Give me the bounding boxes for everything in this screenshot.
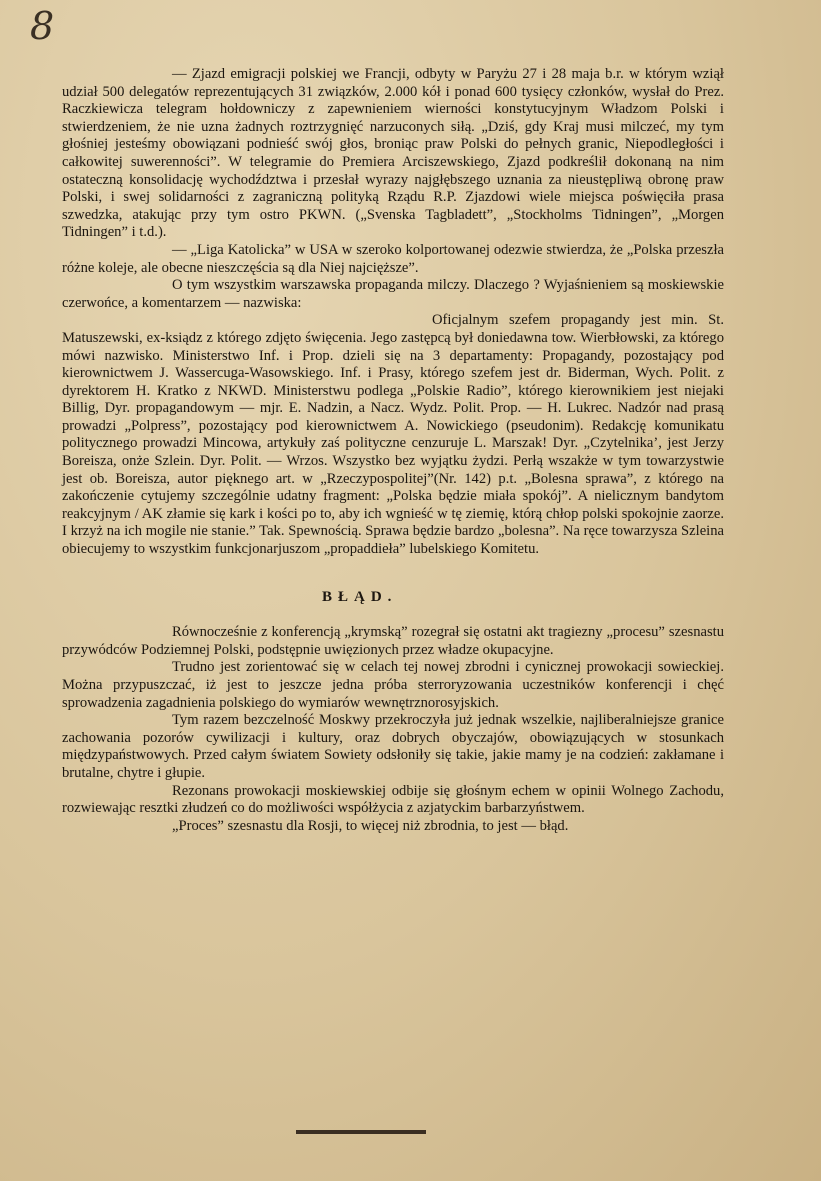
article2-paragraph-5: „Proces” szesnastu dla Rosji, to więcej niż zbrodnia, to jest — błąd. (172, 817, 569, 834)
article2-heading: BŁĄD. (322, 588, 398, 605)
article1-paragraph-1: — Zjazd emigracji polskiej we Francji, odbyty w Paryżu 27 i 28 maja b.r. w którym wziął udział 500 delegatów reprezentujących 31 związków, 2.000 kół i ponad 600 tysięcy członków, wysłał do Prez. Raczkiewicza telegram hołdowniczy z zapewnieniem wierności konstytucyjnym Władzom Polski i stwierdzeniem, że nie uzna żadnych roztrzygnięć narzuconych siłą. „Dziś, gdy Kraj musi milczeć, my tym głośniej jesteśmy obowiązani podnieść swój głos, broniąc praw Polski do pełnych granic, Niepodległości i całkowitej suwerenności”. W telegramie do Premiera Arciszewskiego, Zjazd podkreślił dokonaną na nim ostateczną konsolidację wychodźdztwa i przesłał wyrazy najgłębszego uznania za nieustępliwą obronę praw Polski, i swej solidarności z zagraniczną polityką Rządu R.P. Zjazdowi wiele miejsca poświęciła prasa szwedzka, atakując przy tym ostro PKWN. („Svenska Tagbladett”, „Stockholms Tidningen”, „Morgen Tidningen” i t.d.). (62, 66, 724, 241)
article1-paragraph-2: — „Liga Katolicka” w USA w szeroko kolportowanej odezwie stwierdza, że „Polska przeszła różne koleje, ale obecne nieszczęścia są dla Niej najcięższe”. (62, 241, 724, 276)
article1-paragraph-3: O tym wszystkim warszawska propaganda milczy. Dlaczego ? Wyjaśnieniem są moskiewskie czerwońce, a komentarzem — nazwiska: (62, 277, 724, 311)
article2-paragraph-4: Rezonans prowokacji moskiewskiej odbije się głośnym echem w opinii Wolnego Zachodu, rozwiewając resztki złudzeń co do możliwości współżycia z azjatyckim barbarzyństwem. (62, 782, 724, 817)
document-body (62, 66, 724, 835)
article2-paragraph-3: Tym razem bezczelność Moskwy przekroczyła już jednak wszelkie, najliberalniejsze granice zachowania pozorów cywilizacji i kultury, oraz dobrych obyczajów, obowiązujących w stosunkach międzypaństwowych. Przed całym światem Sowiety odsłoniły się takie, jakie mamy je na codzień: zakłamane i brutalne, chytre i głupie. (62, 712, 724, 781)
article1-paragraph-4: Oficjalnym szefem propagandy jest min. St. Matuszewski, ex-ksiądz z którego zdjęto święcenia. Jego zastępcą był doniedawna tow. Wierbłowski, za którego mówi nazwisko. Ministerstwo Inf. i Prop. dzieli się na 3 departamenty: Propagandy, pozostający pod kierownictwem J. Wassercuga-Wasowskiego. Inf. i Prasy, którego szefem jest dr. Biderman, Wych. Polit. z dyrektorem H. Kratko z NKWD. Ministerstwu podlega „Polskie Radio”, którego kierownikiem jest niejaki Billig, Dyr. propagandowym — mjr. E. Nadzin, a Nacz. Wydz. Polit. Prop. — H. Lukrec. Nadzór nad prasą prowadzi „Polpress”, pozostający pod kierownictwem A. Nowickiego (pseudonim). Redakcję komunikatu politycznego prowadzi Mincowa, artykuły zaś polityczne cenzuruje L. Marszak! Dyr. „Czytelnika’, jest Jerzy Boreisza, onże Szlein. Dyr. Polit. — Wrzos. Wszystko bez wyjątku żydzi. Perłą wszakże w tym towarzystwie jest ob. Boreisza, autor pięknego art. w „Rzeczypospolitej”(Nr. 142) p.t. „Bolesna sprawa”, z którego na zakończenie cytujemy szczególnie udatny fragment: „Polska będzie miała spokój”. A nielicznym bandytom reakcyjnym / AK złamie się kark i kości po to, aby ich wgnieść w tę ziemię, którą chłop polski spokojnie zaorze. I krzyż na ich mogile nie stanie.” Tak. Spewnością. Sprawa będzie bardzo „bolesna”. Na ręce towarzysza Szleina obiecujemy to wszystkim funkcjonarjuszom „propaddieła” lubelskiego Komitetu. (62, 312, 724, 558)
page-number: 8 (30, 4, 55, 48)
end-divider (296, 1130, 426, 1134)
article2-paragraph-1: Równocześnie z konferencją „krymską” rozegrał się ostatni akt tragiezny „procesu” szesnastu przywódców Podziemnej Polski, podstępnie uwięzionych przez władze okupacyjne. (62, 624, 724, 658)
article2-paragraph-2: Trudno jest zorientować się w celach tej nowej zbrodni i cynicznej prowokacji sowieckiej. Można przypuszczać, iż jest to jeszcze jedna próba sterroryzowania uczestników konferencji i chęć sprowadzenia zagadnienia polskiego do wymiarów wewnętrznorosyjskich. (62, 659, 724, 711)
